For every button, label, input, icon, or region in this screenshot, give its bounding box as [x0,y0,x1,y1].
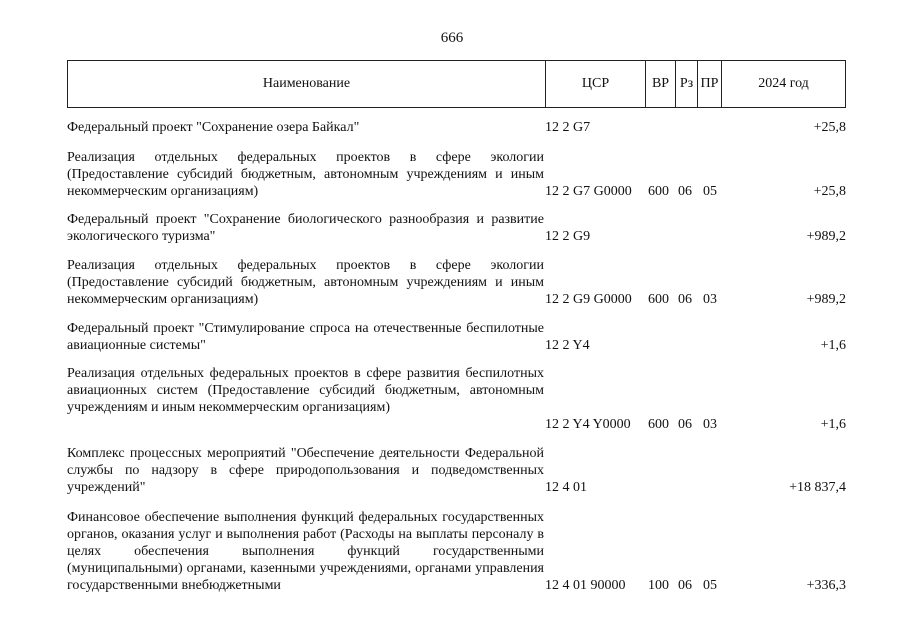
page-number: 666 [440,30,464,46]
header-year: 2024 год [758,76,809,91]
row-code: 12 2 Y4 Y0000 [545,417,631,432]
row-value: +25,8 [813,120,846,135]
table-row [67,509,846,594]
row-name: Реализация отдельных федеральных проектов в сфере экологии (Предоставление субсидий бюджетным, автономным учреждениям и иным некоммерческим организациям) [67,150,544,199]
header-pr: ПР [698,61,722,107]
row-code: 12 2 G9 G0000 [545,292,632,307]
header-rz: Рз [676,61,698,107]
row-rz: 06 [678,578,692,593]
row-rz: 06 [678,292,692,307]
row-code: 12 4 01 [545,480,587,495]
table-row [67,445,846,496]
row-vr: 600 [648,184,669,199]
row-rz: 06 [678,184,692,199]
table-header [67,60,846,108]
table-row [67,119,846,136]
row-name: Федеральный проект "Сохранение биологического разнообразия и развитие экологического туризма" [67,212,544,244]
row-vr: 600 [648,417,669,432]
table-row [67,257,846,308]
row-name: Федеральный проект "Стимулирование спроса на отечественные беспилотные авиационные системы" [67,321,544,353]
table-row [67,211,846,245]
row-name: Финансовое обеспечение выполнения функций федеральных государственных органов, оказания услуг и выполнения работ (Расходы на выплаты персоналу в целях обеспечения выполнения функций государственными (муниципальными) органами, казенными учреждениями, органами управления государственными внебюджетными [67,510,544,593]
table-row [67,149,846,200]
row-pr: 03 [703,417,717,432]
row-rz: 06 [678,417,692,432]
row-value: +18 837,4 [789,480,846,495]
row-vr: 600 [648,292,669,307]
row-pr: 03 [703,292,717,307]
row-code: 12 2 G9 [545,229,591,244]
row-code: 12 4 01 90000 [545,578,626,593]
header-csr: ЦСР [546,61,646,107]
row-code: 12 2 G7 G0000 [545,184,632,199]
row-value: +1,6 [820,338,846,353]
row-pr: 05 [703,184,717,199]
row-value: +989,2 [806,292,846,307]
row-name: Реализация отдельных федеральных проектов в сфере развития беспилотных авиационных систем (Предоставление субсидий бюджетным, автономным учреждениям и иным некоммерческим организациям) [67,366,544,415]
row-pr: 05 [703,578,717,593]
table-row [67,365,846,433]
table-row [67,320,846,354]
row-value: +336,3 [806,578,846,593]
header-name: Наименование [68,61,546,107]
row-name: Федеральный проект "Сохранение озера Байкал" [67,120,360,135]
header-vr: ВР [646,61,676,107]
row-code: 12 2 G7 [545,120,591,135]
row-vr: 100 [648,578,669,593]
row-name: Реализация отдельных федеральных проектов в сфере экологии (Предоставление субсидий бюджетным, автономным учреждениям и иным некоммерческим организациям) [67,258,544,307]
row-value: +989,2 [806,229,846,244]
row-value: +25,8 [813,184,846,199]
row-name: Комплекс процессных мероприятий "Обеспечение деятельности Федеральной службы по надзору в сфере природопользования и подведомственных учреждений" [67,446,544,495]
row-value: +1,6 [820,417,846,432]
row-code: 12 2 Y4 [545,338,590,353]
